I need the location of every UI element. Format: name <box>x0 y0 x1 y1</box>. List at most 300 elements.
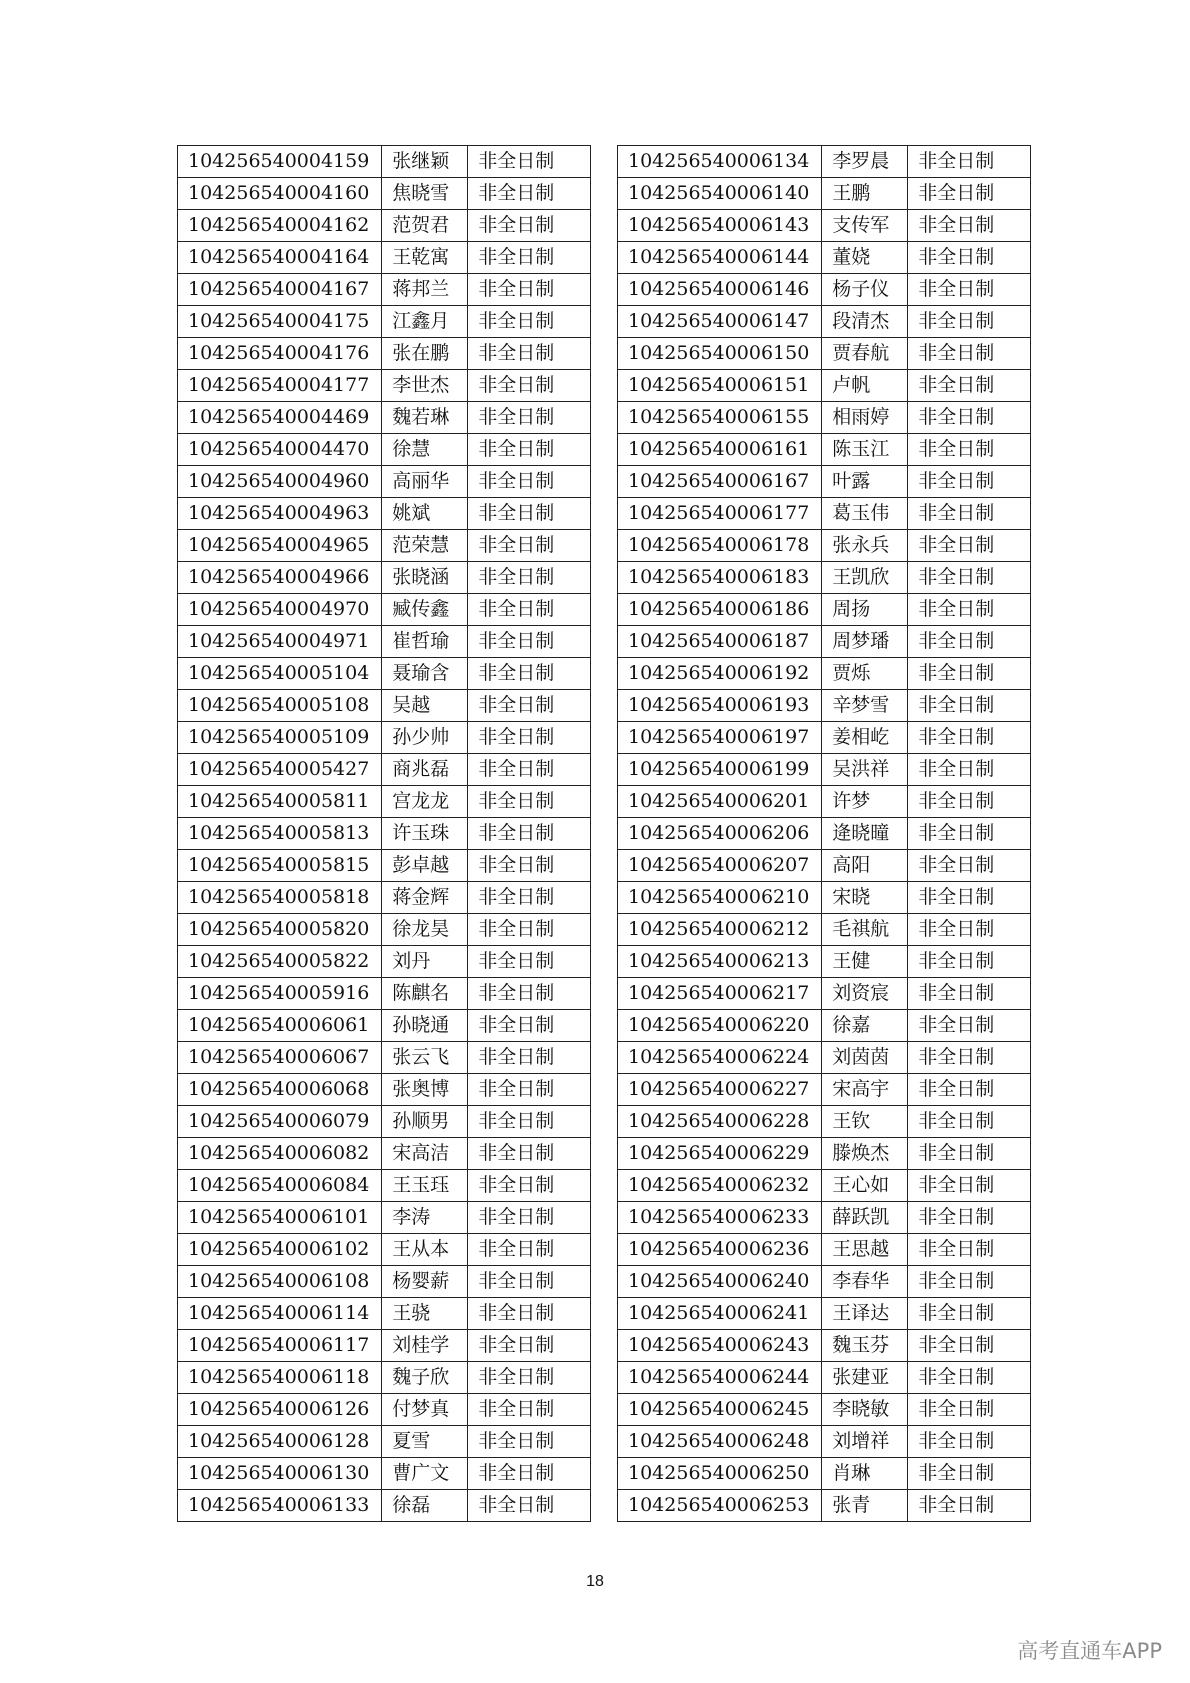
exam-id-cell: 104256540006144 <box>618 242 822 274</box>
exam-id-cell: 104256540005104 <box>178 658 382 690</box>
exam-id-cell: 104256540006248 <box>618 1426 822 1458</box>
name-cell: 王鹏 <box>822 178 908 210</box>
name-cell: 张奥博 <box>382 1074 468 1106</box>
name-cell: 付梦真 <box>382 1394 468 1426</box>
name-cell: 叶露 <box>822 466 908 498</box>
exam-id-cell: 104256540006233 <box>618 1202 822 1234</box>
name-cell: 张建亚 <box>822 1362 908 1394</box>
study-mode-cell: 非全日制 <box>908 850 1031 882</box>
study-mode-cell: 非全日制 <box>908 306 1031 338</box>
table-row <box>618 1234 1031 1266</box>
name-cell: 李晓敏 <box>822 1394 908 1426</box>
exam-id-cell: 104256540004971 <box>178 626 382 658</box>
study-mode-cell: 非全日制 <box>468 1362 591 1394</box>
study-mode-cell: 非全日制 <box>908 594 1031 626</box>
table-row <box>178 1202 591 1234</box>
table-row <box>618 1202 1031 1234</box>
study-mode-cell: 非全日制 <box>908 1042 1031 1074</box>
study-mode-cell: 非全日制 <box>468 1010 591 1042</box>
table-row <box>618 1042 1031 1074</box>
table-row <box>178 146 591 178</box>
exam-id-cell: 104256540006213 <box>618 946 822 978</box>
study-mode-cell: 非全日制 <box>468 1106 591 1138</box>
study-mode-cell: 非全日制 <box>908 1266 1031 1298</box>
name-cell: 焦晓雪 <box>382 178 468 210</box>
study-mode-cell: 非全日制 <box>908 1010 1031 1042</box>
table-row <box>178 1266 591 1298</box>
table-row <box>178 690 591 722</box>
study-mode-cell: 非全日制 <box>908 1234 1031 1266</box>
name-cell: 张云飞 <box>382 1042 468 1074</box>
name-cell: 蒋金辉 <box>382 882 468 914</box>
name-cell: 宫龙龙 <box>382 786 468 818</box>
exam-id-cell: 104256540006118 <box>178 1362 382 1394</box>
study-mode-cell: 非全日制 <box>468 1266 591 1298</box>
name-cell: 李罗晨 <box>822 146 908 178</box>
exam-id-cell: 104256540006241 <box>618 1298 822 1330</box>
name-cell: 贾烁 <box>822 658 908 690</box>
name-cell: 李涛 <box>382 1202 468 1234</box>
study-mode-cell: 非全日制 <box>908 146 1031 178</box>
exam-id-cell: 104256540005822 <box>178 946 382 978</box>
study-mode-cell: 非全日制 <box>468 1458 591 1490</box>
name-cell: 王钦 <box>822 1106 908 1138</box>
table-row <box>618 786 1031 818</box>
table-row <box>618 466 1031 498</box>
study-mode-cell: 非全日制 <box>468 434 591 466</box>
study-mode-cell: 非全日制 <box>468 178 591 210</box>
name-cell: 江鑫月 <box>382 306 468 338</box>
name-cell: 孙少帅 <box>382 722 468 754</box>
watermark: 高考直通车APP <box>1017 1639 1162 1663</box>
name-cell: 陈玉江 <box>822 434 908 466</box>
table-row <box>618 594 1031 626</box>
table-row <box>618 1490 1031 1522</box>
study-mode-cell: 非全日制 <box>468 1074 591 1106</box>
table-row <box>618 306 1031 338</box>
table-row <box>178 850 591 882</box>
exam-id-cell: 104256540006192 <box>618 658 822 690</box>
study-mode-cell: 非全日制 <box>468 338 591 370</box>
exam-id-cell: 104256540006227 <box>618 1074 822 1106</box>
page-number: 18 <box>586 1573 604 1590</box>
table-row <box>178 1362 591 1394</box>
name-cell: 张青 <box>822 1490 908 1522</box>
exam-id-cell: 104256540004162 <box>178 210 382 242</box>
name-cell: 薛跃凯 <box>822 1202 908 1234</box>
name-cell: 相雨婷 <box>822 402 908 434</box>
study-mode-cell: 非全日制 <box>468 1234 591 1266</box>
table-row <box>618 850 1031 882</box>
exam-id-cell: 104256540005818 <box>178 882 382 914</box>
study-mode-cell: 非全日制 <box>908 1362 1031 1394</box>
name-cell: 杨婴薪 <box>382 1266 468 1298</box>
study-mode-cell: 非全日制 <box>908 370 1031 402</box>
name-cell: 许玉珠 <box>382 818 468 850</box>
roster-table-right <box>617 145 1031 1522</box>
table-row <box>178 818 591 850</box>
study-mode-cell: 非全日制 <box>908 914 1031 946</box>
study-mode-cell: 非全日制 <box>908 754 1031 786</box>
name-cell: 辛梦雪 <box>822 690 908 722</box>
exam-id-cell: 104256540006240 <box>618 1266 822 1298</box>
study-mode-cell: 非全日制 <box>908 818 1031 850</box>
table-row <box>178 498 591 530</box>
table-row <box>618 1458 1031 1490</box>
exam-id-cell: 104256540004167 <box>178 274 382 306</box>
name-cell: 王健 <box>822 946 908 978</box>
study-mode-cell: 非全日制 <box>468 1330 591 1362</box>
name-cell: 王译达 <box>822 1298 908 1330</box>
exam-id-cell: 104256540006186 <box>618 594 822 626</box>
study-mode-cell: 非全日制 <box>468 402 591 434</box>
name-cell: 曹广文 <box>382 1458 468 1490</box>
study-mode-cell: 非全日制 <box>908 786 1031 818</box>
exam-id-cell: 104256540006206 <box>618 818 822 850</box>
table-row <box>618 1426 1031 1458</box>
study-mode-cell: 非全日制 <box>468 1138 591 1170</box>
exam-id-cell: 104256540006101 <box>178 1202 382 1234</box>
exam-id-cell: 104256540004164 <box>178 242 382 274</box>
roster-table-left-body <box>178 146 591 1522</box>
name-cell: 王乾寓 <box>382 242 468 274</box>
exam-id-cell: 104256540006079 <box>178 1106 382 1138</box>
name-cell: 徐龙昊 <box>382 914 468 946</box>
study-mode-cell: 非全日制 <box>468 1202 591 1234</box>
name-cell: 彭卓越 <box>382 850 468 882</box>
exam-id-cell: 104256540005813 <box>178 818 382 850</box>
table-row <box>178 882 591 914</box>
exam-id-cell: 104256540004160 <box>178 178 382 210</box>
name-cell: 徐慧 <box>382 434 468 466</box>
exam-id-cell: 104256540004965 <box>178 530 382 562</box>
study-mode-cell: 非全日制 <box>908 1298 1031 1330</box>
exam-id-cell: 104256540006178 <box>618 530 822 562</box>
name-cell: 蒋邦兰 <box>382 274 468 306</box>
name-cell: 范荣慧 <box>382 530 468 562</box>
study-mode-cell: 非全日制 <box>908 1138 1031 1170</box>
table-row <box>178 274 591 306</box>
study-mode-cell: 非全日制 <box>468 690 591 722</box>
study-mode-cell: 非全日制 <box>908 466 1031 498</box>
study-mode-cell: 非全日制 <box>468 914 591 946</box>
study-mode-cell: 非全日制 <box>468 1298 591 1330</box>
study-mode-cell: 非全日制 <box>908 978 1031 1010</box>
table-row <box>178 1426 591 1458</box>
study-mode-cell: 非全日制 <box>908 1106 1031 1138</box>
table-row <box>178 1458 591 1490</box>
exam-id-cell: 104256540006210 <box>618 882 822 914</box>
table-row <box>178 338 591 370</box>
exam-id-cell: 104256540004966 <box>178 562 382 594</box>
exam-id-cell: 104256540005916 <box>178 978 382 1010</box>
exam-id-cell: 104256540006068 <box>178 1074 382 1106</box>
exam-id-cell: 104256540004159 <box>178 146 382 178</box>
table-row <box>178 1074 591 1106</box>
name-cell: 徐磊 <box>382 1490 468 1522</box>
name-cell: 吴越 <box>382 690 468 722</box>
name-cell: 刘桂学 <box>382 1330 468 1362</box>
exam-id-cell: 104256540006161 <box>618 434 822 466</box>
name-cell: 张继颖 <box>382 146 468 178</box>
exam-id-cell: 104256540006201 <box>618 786 822 818</box>
table-row <box>618 402 1031 434</box>
study-mode-cell: 非全日制 <box>468 1170 591 1202</box>
table-row <box>178 786 591 818</box>
exam-id-cell: 104256540005427 <box>178 754 382 786</box>
table-row <box>178 754 591 786</box>
study-mode-cell: 非全日制 <box>468 370 591 402</box>
exam-id-cell: 104256540006117 <box>178 1330 382 1362</box>
table-row <box>178 178 591 210</box>
name-cell: 刘资宸 <box>822 978 908 1010</box>
study-mode-cell: 非全日制 <box>468 786 591 818</box>
table-row <box>618 882 1031 914</box>
table-row <box>178 242 591 274</box>
study-mode-cell: 非全日制 <box>908 562 1031 594</box>
name-cell: 范贺君 <box>382 210 468 242</box>
exam-id-cell: 104256540006243 <box>618 1330 822 1362</box>
exam-id-cell: 104256540004469 <box>178 402 382 434</box>
table-row <box>618 1394 1031 1426</box>
name-cell: 张永兵 <box>822 530 908 562</box>
table-row <box>618 1074 1031 1106</box>
name-cell: 周梦璠 <box>822 626 908 658</box>
table-row <box>618 146 1031 178</box>
exam-id-cell: 104256540006067 <box>178 1042 382 1074</box>
study-mode-cell: 非全日制 <box>908 1170 1031 1202</box>
exam-id-cell: 104256540006183 <box>618 562 822 594</box>
table-row <box>178 1138 591 1170</box>
study-mode-cell: 非全日制 <box>908 626 1031 658</box>
study-mode-cell: 非全日制 <box>468 754 591 786</box>
exam-id-cell: 104256540006061 <box>178 1010 382 1042</box>
exam-id-cell: 104256540006250 <box>618 1458 822 1490</box>
exam-id-cell: 104256540004963 <box>178 498 382 530</box>
exam-id-cell: 104256540006207 <box>618 850 822 882</box>
study-mode-cell: 非全日制 <box>468 562 591 594</box>
name-cell: 葛玉伟 <box>822 498 908 530</box>
table-row <box>618 274 1031 306</box>
name-cell: 刘茵茵 <box>822 1042 908 1074</box>
study-mode-cell: 非全日制 <box>908 338 1031 370</box>
exam-id-cell: 104256540004970 <box>178 594 382 626</box>
exam-id-cell: 104256540006199 <box>618 754 822 786</box>
study-mode-cell: 非全日制 <box>468 210 591 242</box>
name-cell: 刘丹 <box>382 946 468 978</box>
study-mode-cell: 非全日制 <box>468 498 591 530</box>
study-mode-cell: 非全日制 <box>468 466 591 498</box>
table-row <box>178 1106 591 1138</box>
study-mode-cell: 非全日制 <box>908 1426 1031 1458</box>
study-mode-cell: 非全日制 <box>908 1458 1031 1490</box>
table-row <box>618 1106 1031 1138</box>
exam-id-cell: 104256540006128 <box>178 1426 382 1458</box>
exam-id-cell: 104256540006102 <box>178 1234 382 1266</box>
study-mode-cell: 非全日制 <box>468 978 591 1010</box>
table-row <box>178 626 591 658</box>
table-row <box>618 1010 1031 1042</box>
exam-id-cell: 104256540006217 <box>618 978 822 1010</box>
study-mode-cell: 非全日制 <box>468 1490 591 1522</box>
name-cell: 魏玉芬 <box>822 1330 908 1362</box>
table-row <box>178 914 591 946</box>
exam-id-cell: 104256540006108 <box>178 1266 382 1298</box>
study-mode-cell: 非全日制 <box>468 530 591 562</box>
name-cell: 商兆磊 <box>382 754 468 786</box>
table-row <box>178 1298 591 1330</box>
exam-id-cell: 104256540006220 <box>618 1010 822 1042</box>
table-row <box>178 1394 591 1426</box>
study-mode-cell: 非全日制 <box>468 946 591 978</box>
name-cell: 李春华 <box>822 1266 908 1298</box>
name-cell: 逄晓曈 <box>822 818 908 850</box>
roster-table-right-body <box>618 146 1031 1522</box>
table-row <box>178 402 591 434</box>
name-cell: 夏雪 <box>382 1426 468 1458</box>
name-cell: 崔哲瑜 <box>382 626 468 658</box>
table-row <box>618 530 1031 562</box>
study-mode-cell: 非全日制 <box>468 850 591 882</box>
table-row <box>618 818 1031 850</box>
name-cell: 宋高洁 <box>382 1138 468 1170</box>
table-row <box>618 1266 1031 1298</box>
table-row <box>618 370 1031 402</box>
roster-table-left <box>177 145 591 1522</box>
exam-id-cell: 104256540006193 <box>618 690 822 722</box>
table-row <box>618 498 1031 530</box>
name-cell: 高丽华 <box>382 466 468 498</box>
exam-id-cell: 104256540006167 <box>618 466 822 498</box>
study-mode-cell: 非全日制 <box>908 434 1031 466</box>
name-cell: 张晓涵 <box>382 562 468 594</box>
name-cell: 王思越 <box>822 1234 908 1266</box>
exam-id-cell: 104256540004960 <box>178 466 382 498</box>
study-mode-cell: 非全日制 <box>468 882 591 914</box>
exam-id-cell: 104256540006084 <box>178 1170 382 1202</box>
name-cell: 杨子仪 <box>822 274 908 306</box>
study-mode-cell: 非全日制 <box>908 1490 1031 1522</box>
table-row <box>178 722 591 754</box>
exam-id-cell: 104256540006232 <box>618 1170 822 1202</box>
table-row <box>178 1234 591 1266</box>
table-row <box>618 914 1031 946</box>
study-mode-cell: 非全日制 <box>908 274 1031 306</box>
study-mode-cell: 非全日制 <box>908 178 1031 210</box>
exam-id-cell: 104256540006187 <box>618 626 822 658</box>
exam-id-cell: 104256540004177 <box>178 370 382 402</box>
name-cell: 臧传鑫 <box>382 594 468 626</box>
study-mode-cell: 非全日制 <box>908 722 1031 754</box>
name-cell: 王从本 <box>382 1234 468 1266</box>
exam-id-cell: 104256540006197 <box>618 722 822 754</box>
table-row <box>618 626 1031 658</box>
exam-id-cell: 104256540006114 <box>178 1298 382 1330</box>
exam-id-cell: 104256540006150 <box>618 338 822 370</box>
exam-id-cell: 104256540006177 <box>618 498 822 530</box>
table-row <box>618 210 1031 242</box>
study-mode-cell: 非全日制 <box>908 530 1031 562</box>
table-row <box>618 946 1031 978</box>
exam-id-cell: 104256540006143 <box>618 210 822 242</box>
exam-id-cell: 104256540005815 <box>178 850 382 882</box>
exam-id-cell: 104256540006245 <box>618 1394 822 1426</box>
table-row <box>618 1330 1031 1362</box>
name-cell: 宋高宇 <box>822 1074 908 1106</box>
study-mode-cell: 非全日制 <box>468 722 591 754</box>
table-row <box>178 1330 591 1362</box>
exam-id-cell: 104256540006253 <box>618 1490 822 1522</box>
table-row <box>178 210 591 242</box>
study-mode-cell: 非全日制 <box>908 1074 1031 1106</box>
study-mode-cell: 非全日制 <box>468 1042 591 1074</box>
table-row <box>618 338 1031 370</box>
study-mode-cell: 非全日制 <box>468 1426 591 1458</box>
name-cell: 周扬 <box>822 594 908 626</box>
exam-id-cell: 104256540006155 <box>618 402 822 434</box>
exam-id-cell: 104256540006146 <box>618 274 822 306</box>
study-mode-cell: 非全日制 <box>908 690 1031 722</box>
study-mode-cell: 非全日制 <box>908 242 1031 274</box>
table-row <box>178 530 591 562</box>
exam-id-cell: 104256540004175 <box>178 306 382 338</box>
name-cell: 卢帆 <box>822 370 908 402</box>
name-cell: 宋晓 <box>822 882 908 914</box>
exam-id-cell: 104256540006082 <box>178 1138 382 1170</box>
table-row <box>618 1298 1031 1330</box>
study-mode-cell: 非全日制 <box>468 146 591 178</box>
study-mode-cell: 非全日制 <box>908 658 1031 690</box>
exam-id-cell: 104256540006229 <box>618 1138 822 1170</box>
name-cell: 魏子欣 <box>382 1362 468 1394</box>
table-row <box>618 178 1031 210</box>
study-mode-cell: 非全日制 <box>908 402 1031 434</box>
study-mode-cell: 非全日制 <box>468 242 591 274</box>
name-cell: 贾春航 <box>822 338 908 370</box>
name-cell: 毛祺航 <box>822 914 908 946</box>
study-mode-cell: 非全日制 <box>468 626 591 658</box>
name-cell: 段清杰 <box>822 306 908 338</box>
table-row <box>178 466 591 498</box>
name-cell: 聂瑜含 <box>382 658 468 690</box>
exam-id-cell: 104256540005811 <box>178 786 382 818</box>
exam-id-cell: 104256540006134 <box>618 146 822 178</box>
name-cell: 刘增祥 <box>822 1426 908 1458</box>
table-row <box>178 946 591 978</box>
table-row <box>618 978 1031 1010</box>
name-cell: 王心如 <box>822 1170 908 1202</box>
exam-id-cell: 104256540004470 <box>178 434 382 466</box>
table-row <box>618 658 1031 690</box>
exam-id-cell: 104256540006244 <box>618 1362 822 1394</box>
table-row <box>178 978 591 1010</box>
exam-id-cell: 104256540006236 <box>618 1234 822 1266</box>
exam-id-cell: 104256540005108 <box>178 690 382 722</box>
exam-id-cell: 104256540006228 <box>618 1106 822 1138</box>
name-cell: 姚斌 <box>382 498 468 530</box>
table-row <box>178 1490 591 1522</box>
study-mode-cell: 非全日制 <box>468 1394 591 1426</box>
table-row <box>618 754 1031 786</box>
table-row <box>178 594 591 626</box>
name-cell: 李世杰 <box>382 370 468 402</box>
table-row <box>178 562 591 594</box>
name-cell: 董娆 <box>822 242 908 274</box>
name-cell: 支传军 <box>822 210 908 242</box>
table-row <box>178 658 591 690</box>
name-cell: 徐嘉 <box>822 1010 908 1042</box>
study-mode-cell: 非全日制 <box>908 1202 1031 1234</box>
